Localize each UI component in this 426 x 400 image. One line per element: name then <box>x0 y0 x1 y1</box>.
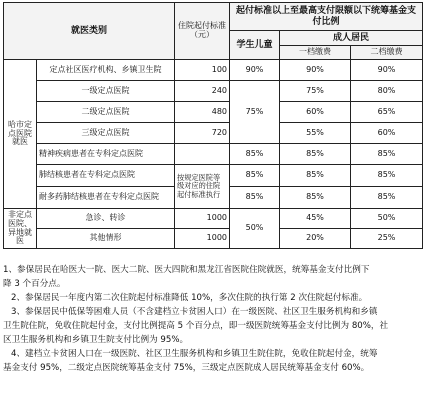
row-tier2: 90% <box>351 60 423 81</box>
notes-section <box>3 263 419 375</box>
row-name: 精神疾病患者在专科定点医院 <box>37 144 175 165</box>
header-payment-ratio: 起付标准以上至最高支付限额以下统筹基金支付比例 <box>230 3 423 31</box>
row-tier1: 85% <box>280 144 351 165</box>
row-threshold: 240 <box>175 81 230 102</box>
row-child: 50% <box>230 209 280 249</box>
note-line: 降 3 个百分点。 <box>3 279 66 289</box>
insurance-policy-table <box>3 2 423 249</box>
table-row <box>4 81 423 102</box>
row-threshold: 720 <box>175 123 230 144</box>
row-name: 肺结核患者在专科定点医院 <box>37 165 175 187</box>
group-outside-label: 非定点医院、异地就医 <box>4 209 37 249</box>
note-line: 区卫生服务机构和乡镇卫生院支付比例为 95%。 <box>3 335 189 345</box>
row-name: 耐多药肺结核患者在专科定点医院 <box>37 187 175 209</box>
row-tier1: 60% <box>280 102 351 123</box>
header-adult-residents: 成人居民 <box>280 31 423 46</box>
row-name: 二级定点医院 <box>37 102 175 123</box>
row-tier1: 75% <box>280 81 351 102</box>
row-tier1: 55% <box>280 123 351 144</box>
row-tier1: 20% <box>280 229 351 249</box>
row-tier2: 85% <box>351 165 423 187</box>
group-city-label: 哈市定点医院就医 <box>4 60 37 209</box>
table-row <box>4 60 423 81</box>
row-tier2: 65% <box>351 102 423 123</box>
header-threshold: 住院起付标准（元） <box>175 3 230 60</box>
row-child: 85% <box>230 144 280 165</box>
note-line: 4、建档立卡贫困人口在一级医院、社区卫生服务机构和乡镇卫生院住院，免收住院起付金，统筹 <box>11 349 378 359</box>
row-child: 75% <box>230 81 280 144</box>
row-tier1: 45% <box>280 209 351 229</box>
header-tier2: 二档缴费 <box>351 46 423 60</box>
note-line: 3、参保居民中低保等困难人员（不含建档立卡贫困人口）在一级医院、社区卫生服务机构和乡镇 <box>11 307 378 317</box>
table-row <box>4 229 423 249</box>
row-tier2: 60% <box>351 123 423 144</box>
row-threshold: 480 <box>175 102 230 123</box>
row-threshold: 1000 <box>175 229 230 249</box>
header-category: 就医类别 <box>4 3 175 60</box>
row-child: 85% <box>230 187 280 209</box>
table-row <box>4 144 423 165</box>
row-tier1: 85% <box>280 165 351 187</box>
row-threshold: 1000 <box>175 209 230 229</box>
row-tier1: 85% <box>280 187 351 209</box>
note-line: 1、参保居民在哈医大一院、医大二院、医大四院和黑龙江省医院住院就医，统筹基金支付比例下 <box>3 265 370 275</box>
row-name: 定点社区医疗机构、乡镇卫生院 <box>37 60 175 81</box>
table-row <box>4 102 423 123</box>
note-line: 卫生院住院，免收住院起付金，支付比例提高 5 个百分点，即一级医院统筹基金支付比例为 80%，社 <box>3 321 389 331</box>
row-threshold: 100 <box>175 60 230 81</box>
row-tier1: 90% <box>280 60 351 81</box>
row-tier2: 25% <box>351 229 423 249</box>
row-tier2: 80% <box>351 81 423 102</box>
row-tier2: 85% <box>351 144 423 165</box>
header-tier1: 一档缴费 <box>280 46 351 60</box>
header-student-child: 学生儿童 <box>230 31 280 60</box>
row-child: 85% <box>230 165 280 187</box>
row-name: 一级定点医院 <box>37 81 175 102</box>
row-tier2: 50% <box>351 209 423 229</box>
row-tier2: 85% <box>351 187 423 209</box>
row-name: 其他情形 <box>37 229 175 249</box>
row-child: 90% <box>230 60 280 81</box>
table-row <box>4 165 423 187</box>
table-row <box>4 123 423 144</box>
note-line: 2、参保居民一年度内第二次住院起付标准降低 10%，多次住院的执行第 2 次住院起付标准。 <box>11 293 368 303</box>
row-threshold-note: 按规定医院等级对应的住院起付标准执行 <box>175 165 230 209</box>
row-name: 三级定点医院 <box>37 123 175 144</box>
note-line: 基金支付 95%，二级定点医院统筹基金支付 75%，三级定点医院成人居民统筹基金支付 60%。 <box>3 363 370 373</box>
row-name: 急诊、转诊 <box>37 209 175 229</box>
row-threshold <box>175 144 230 165</box>
table-row <box>4 209 423 229</box>
